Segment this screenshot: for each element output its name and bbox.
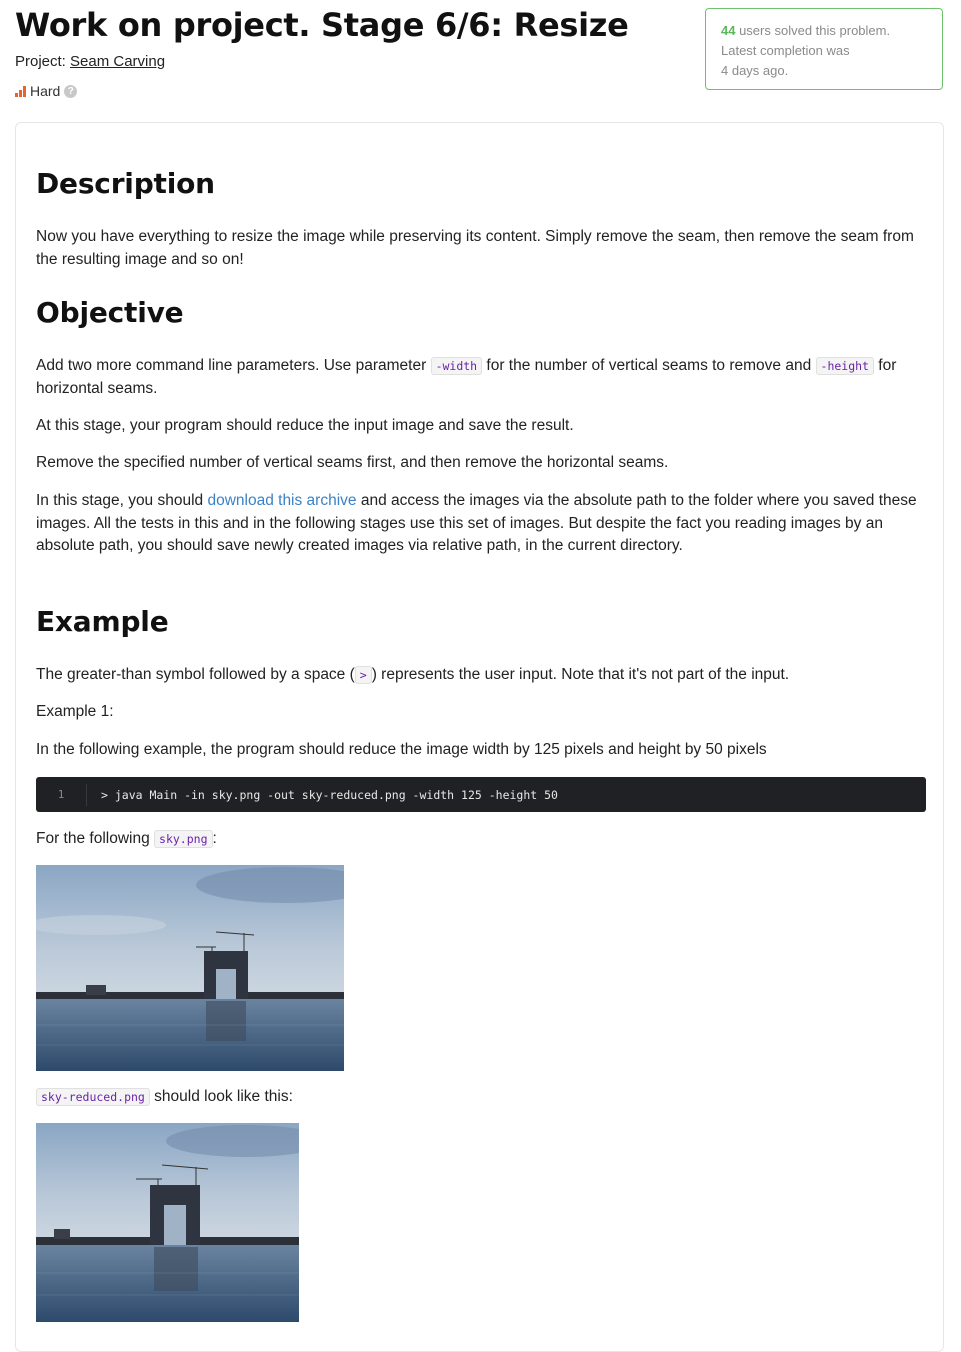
project-label: Project: [15, 53, 66, 70]
solved-count: 44 [721, 23, 736, 38]
objective-paragraph-3: Remove the specified number of vertical seams first, and then remove the horizontal seams. [36, 454, 669, 471]
download-archive-link[interactable]: download this archive [207, 492, 357, 509]
objective-paragraph-1: Add two more command line parameters. Use parameter -width for the number of vertical seams to remove and -height for horizontal seams. [36, 357, 897, 397]
latest-completion-time: 4 days ago. [721, 63, 789, 78]
project-link[interactable]: Seam Carving [70, 53, 166, 70]
description-heading: Description [36, 167, 215, 200]
stage-content-card [15, 122, 944, 1352]
objective-paragraph-2: At this stage, your program should reduce the input image and save the result. [36, 417, 574, 434]
objective-heading: Objective [36, 296, 184, 329]
help-icon[interactable]: ? [64, 85, 77, 98]
sky-image [36, 865, 344, 1071]
line-number: 1 [36, 784, 87, 806]
width-param-code: -width [431, 357, 483, 375]
page-title: Work on project. Stage 6/6: Resize [15, 6, 629, 44]
example-label: Example 1: [36, 703, 114, 720]
code-block[interactable] [36, 777, 926, 812]
latest-completion-label: Latest completion was [721, 43, 850, 58]
input-image-caption: For the following sky.png : [36, 830, 217, 847]
example-description: In the following example, the program should reduce the image width by 125 pixels and height by 50 pixels [36, 741, 767, 758]
sky-png-code: sky.png [154, 830, 212, 848]
project-line [15, 53, 165, 70]
solved-stats-box [705, 8, 943, 90]
code-command: > java Main -in sky.png -out sky-reduced.png -width 125 -height 50 [101, 787, 558, 802]
prompt-symbol-code: > [355, 666, 372, 684]
difficulty-bars-icon [15, 86, 26, 97]
solved-text: users solved this problem. [735, 23, 891, 38]
difficulty-label: Hard [30, 83, 61, 99]
example-intro: The greater-than symbol followed by a space ( > ) represents the user input. Note that it's not part of the input. [36, 666, 790, 683]
sky-reduced-png-code: sky-reduced.png [36, 1088, 150, 1106]
difficulty-indicator [15, 83, 77, 99]
description-text: Now you have everything to resize the image while preserving its content. Simply remove the seam, then remove the seam from the resulting image and so on! [36, 228, 914, 268]
sky-reduced-image [36, 1123, 299, 1322]
output-image-caption: sky-reduced.png should look like this: [36, 1086, 926, 1109]
example-heading: Example [36, 605, 169, 638]
objective-paragraph-4: In this stage, you should download this archive and access the images via the absolute path to the folder where you saved these images. All the tests in this and in the following stages use this set of images. But despite the fact you reading images by an absolute path, you should save newly created images via relative path, in the current directory. [36, 492, 917, 554]
height-param-code: -height [816, 357, 874, 375]
